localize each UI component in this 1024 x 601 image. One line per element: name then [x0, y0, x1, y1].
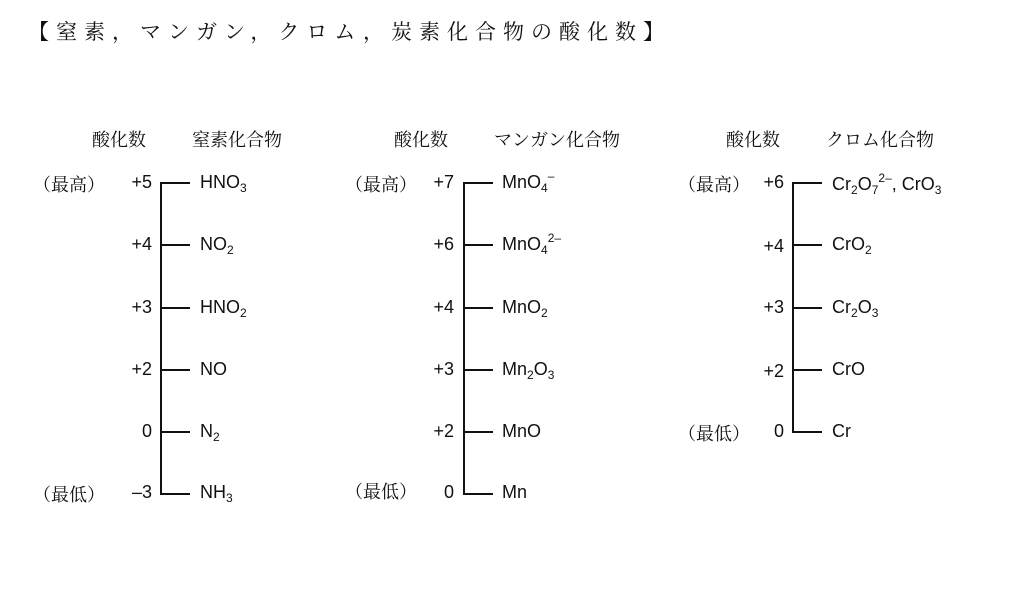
manganese-value: 0 — [443, 482, 454, 502]
nitrogen-compound: $NH_3$ — [200, 482, 233, 505]
chromium-compound: Cr — [832, 421, 851, 441]
nitrogen-value: +4 — [131, 234, 152, 254]
manganese-value: +4 — [433, 297, 454, 317]
nitrogen-value: +3 — [131, 297, 152, 317]
chromium-value: +2 — [763, 361, 784, 381]
manganese-compound: $Mn_2O_3$ — [502, 359, 555, 382]
page-title: 【窒素，マンガン，クロム，炭素化合物の酸化数】 — [28, 20, 671, 44]
chromium-value: +4 — [763, 236, 784, 256]
manganese-compound: Mn — [502, 482, 528, 502]
manganese-compound: MnO$_4^{2-}$ — [502, 231, 562, 257]
manganese-value: +2 — [433, 421, 454, 441]
chromium-tick — [792, 431, 822, 433]
chromium-value: +3 — [763, 297, 784, 317]
manganese-compound-header: マンガン化合物 — [494, 130, 620, 151]
manganese-value: +6 — [433, 234, 454, 254]
chromium-value: +6 — [763, 172, 784, 192]
chromium-compound: CrO — [832, 359, 865, 379]
chromium-max-tag: （最高） — [678, 175, 750, 196]
manganese-compound: MnO — [502, 421, 542, 441]
chromium-tick — [792, 369, 822, 371]
nitrogen-value: –3 — [131, 482, 152, 502]
chromium-tick — [792, 182, 822, 184]
chromium-tick — [792, 307, 822, 309]
nitrogen-compound: $N_2$ — [200, 421, 220, 444]
nitrogen-compound-header: 窒素化合物 — [192, 130, 282, 151]
manganese-max-tag: （最高） — [345, 175, 417, 196]
chromium-tick — [792, 244, 822, 246]
manganese-compound: MnO$_2$ — [502, 297, 548, 320]
nitrogen-value: +5 — [131, 172, 152, 192]
nitrogen-compound: NO — [200, 359, 227, 379]
chromium-value: 0 — [773, 421, 784, 441]
nitrogen-compound: $NO_2$ — [200, 234, 234, 257]
nitrogen-oxidation-header: 酸化数 — [92, 130, 146, 151]
chromium-oxidation-header: 酸化数 — [726, 130, 780, 151]
nitrogen-value: +2 — [131, 359, 152, 379]
nitrogen-max-tag: （最高） — [33, 175, 105, 196]
nitrogen-value: 0 — [141, 421, 152, 441]
chromium-compound: CrO$_2$ — [832, 234, 872, 257]
chromium-compound: $Cr_2O_3$ — [832, 297, 879, 320]
manganese-oxidation-header: 酸化数 — [394, 130, 448, 151]
nitrogen-compound: $HNO_3$ — [200, 172, 247, 195]
manganese-compound: MnO$_4$– — [502, 169, 555, 195]
nitrogen-min-tag: （最低） — [33, 485, 105, 506]
chromium-compound: $Cr_2O_7^{2-}$, CrO$_3$ — [832, 171, 942, 197]
manganese-min-tag: （最低） — [345, 482, 417, 503]
chromium-min-tag: （最低） — [678, 424, 750, 445]
manganese-value: +7 — [433, 172, 454, 192]
manganese-value: +3 — [433, 359, 454, 379]
nitrogen-compound: $HNO_2$ — [200, 297, 247, 320]
chromium-compound-header: クロム化合物 — [826, 130, 934, 151]
